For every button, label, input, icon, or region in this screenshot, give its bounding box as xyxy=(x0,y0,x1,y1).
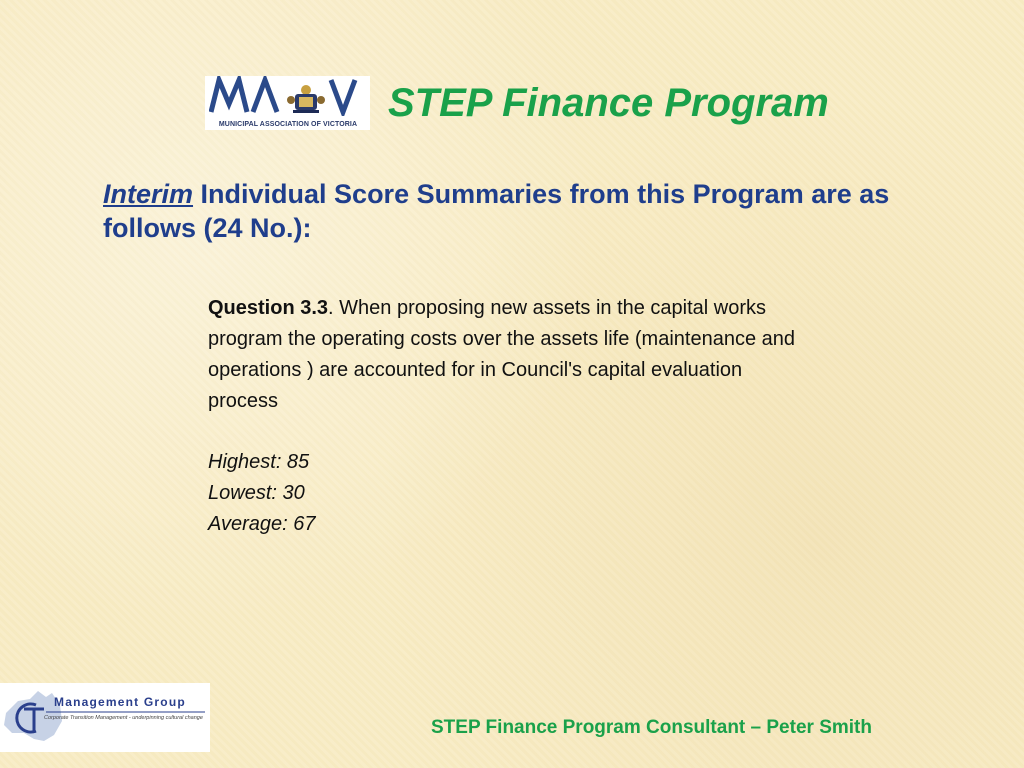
score-stats xyxy=(208,447,508,540)
question-block xyxy=(208,293,808,417)
question-text: . When proposing new assets in the capital works program the operating costs over the assets life (maintenance and operations ) are accounted for in Council's capital evaluation process xyxy=(208,297,795,412)
mav-caption: MUNICIPAL ASSOCIATION OF VICTORIA xyxy=(218,121,358,128)
slide-title: STEP Finance Program xyxy=(388,81,829,125)
ct-company-name: Management Group xyxy=(54,695,186,709)
stat-lowest: Lowest: 30 xyxy=(208,482,305,504)
subtitle xyxy=(103,177,953,245)
stat-highest: Highest: 85 xyxy=(208,451,310,473)
stat-average: Average: 67 xyxy=(208,513,316,535)
question-label: Question 3.3 xyxy=(208,297,329,319)
ct-tagline: Corporate Transition Management - underpinning cultural change xyxy=(44,715,203,721)
mav-logo xyxy=(205,76,370,130)
subtitle-emphasis: Interim xyxy=(103,179,194,209)
subtitle-text: Individual Score Summaries from this Program are as follows (24 No.): xyxy=(103,179,890,243)
ct-management-logo xyxy=(0,683,210,752)
mav-letters-graphic xyxy=(209,76,367,116)
crest-icon xyxy=(287,85,325,113)
footer-text: STEP Finance Program Consultant – Peter Smith xyxy=(431,717,872,738)
